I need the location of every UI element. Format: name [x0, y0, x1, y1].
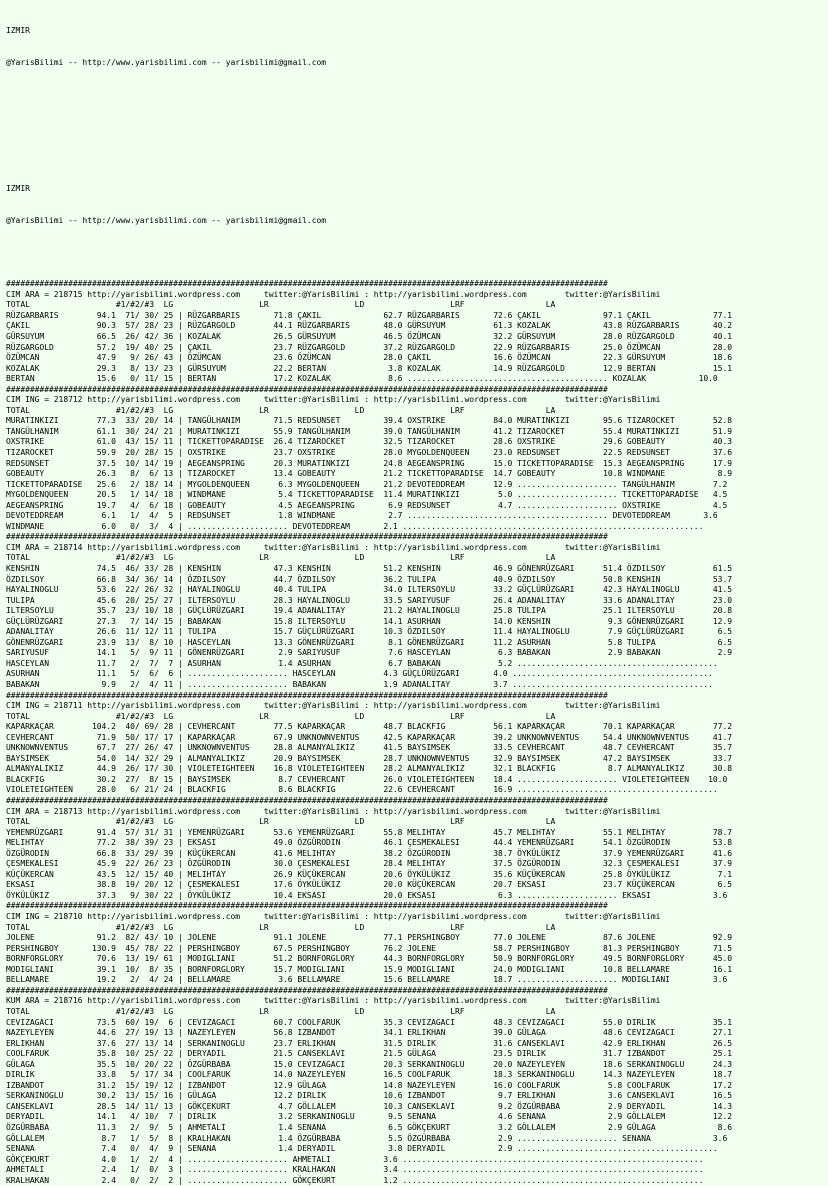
race-section — [6, 796, 828, 901]
table-row: ALMANYALIKIZ 44.9 26/ 17/ 30 | VIOLETEIGHTEEN 16.8 VIOLETEIGHTEEN 28.2 ALMANYALIKIZ 32.1 BLACKFIG 8.7 ALMANYALIKIZ 30.8 — [6, 764, 733, 774]
table-row: AHMETALI 2.4 1/ 0/ 3 | ..................... KRALHAKAN 3.4 ............................................................... — [6, 1165, 704, 1175]
table-row: KAPARKAÇAR 104.2 40/ 69/ 28 | CEVHERCANT 77.5 KAPARKAÇAR 48.7 BLACKFIG 56.1 KAPARKAÇAR 70.1 KAPARKAÇAR 77.2 — [6, 722, 733, 732]
table-row: ÖZÜMCAN 47.9 9/ 26/ 43 | ÖZÜMCAN 23.6 ÖZÜMCAN 28.0 ÇAKIL 16.6 ÖZÜMCAN 22.3 GÜRSUYUM 18.6 — [6, 353, 733, 363]
table-row: KOZALAK 29.3 8/ 13/ 23 | GÜRSUYUM 22.2 BERTAN 3.8 KOZALAK 14.9 RÜZGARGOLD 12.9 BERTAN 15.1 — [6, 363, 733, 373]
table-row: ÖYKÜLÜKIZ 37.3 9/ 30/ 22 | ÖYKÜLÜKIZ 10.4 EKSASI 20.0 EKSASI 6.3 ..................... EKSASI 3.6 — [6, 890, 728, 900]
table-row: DIRLIK 33.8 5/ 17/ 34 | COOLFARUK 14.0 NAZEYLEYEN 16.5 COOLFARUK 18.3 SERKANINOGLU 14.3 NAZEYLEYEN 18.7 — [6, 1070, 733, 1080]
table-row: ÖZGÜRODIN 66.8 33/ 29/ 39 | KÜÇÜKERCAN 41.6 MELIHTAY 38.2 ÖZGÜRODIN 38.7 ÖYKÜLÜKIZ 37.9 YEMENRÜZGARI 41.6 — [6, 848, 733, 858]
table-row: WINDMANE 6.0 0/ 3/ 4 | ..................... DEVOTEDDREAM 2.1 ............................................................... — [6, 521, 704, 531]
race-title: CIM ING = 218712 http://yarisbilimi.wordpress.com twitter:@YarisBilimi : http://yarisbilimi.wordpress.com twitter:@YarisBilimi — [6, 395, 661, 405]
table-row: YEMENRÜZGARI 91.4 57/ 31/ 31 | YEMENRÜZGARI 53.6 YEMENRÜZGARI 55.8 MELIHTAY 45.7 MELIHTAY 55.1 MELIHTAY 78.7 — [6, 827, 733, 837]
table-row: GÜLAGA 35.5 10/ 20/ 22 | ÖZGÜRBABA 15.0 CEVIZAGACI 20.3 SERKANINOGLU 20.0 NAZEYLEYEN 18.6 SERKANINOGLU 24.3 — [6, 1059, 733, 1069]
column-header: TOTAL #1/#2/#3 LG LR LD LRF LA — [6, 817, 556, 827]
table-row: KÜÇÜKERCAN 43.5 12/ 15/ 40 | MELIHTAY 26.9 KÜÇÜKERCAN 20.6 ÖYKÜLÜKIZ 35.6 KÜÇÜKERCAN 25.8 ÖYKÜLÜKIZ 7.1 — [6, 869, 733, 879]
table-row: JOLENE 91.2 82/ 43/ 10 | JOLENE 91.1 JOLENE 77.1 PERSHINGBOY 77.0 JOLENE 87.6 JOLENE 92.9 — [6, 933, 733, 943]
race-section — [6, 691, 828, 796]
header-line: @YarisBilimi -- http://www.yarisbilimi.com -- yarisbilimi@gmail.com — [6, 215, 327, 225]
table-row: GÜRSUYUM 66.5 26/ 42/ 36 | KOZALAK 26.5 GÜRSUYUM 46.5 ÖZÜMCAN 32.2 GÜRSUYUM 28.0 RÜZGARGOLD 40.1 — [6, 331, 733, 341]
table-row: SARIYUSUF 14.1 5/ 9/ 11 | GÖNENRÜZGARI 2.9 SARIYUSUF 7.6 HASCEYLAN 6.3 BABAKAN 2.9 BABAKAN 2.9 — [6, 648, 733, 658]
table-row: MURATINKIZI 77.3 33/ 20/ 14 | TANGÜLHANIM 71.5 REDSUNSET 39.4 OXSTRIKE 84.0 MURATINKIZI 95.6 TIZAROCKET 52.8 — [6, 416, 733, 426]
table-row: GÖLLALEM 8.7 1/ 5/ 8 | KRALHAKAN 1.4 ÖZGÜRBABA 5.5 ÖZGÜRBABA 2.9 ..................... SENANA 3.6 — [6, 1133, 728, 1143]
table-row: PERSHINGBOY 130.9 45/ 78/ 22 | PERSHINGBOY 67.5 PERSHINGBOY 76.2 JOLENE 58.7 PERSHINGBOY 81.3 PERSHINGBOY 71.5 — [6, 943, 733, 953]
header-line — [6, 121, 828, 132]
table-row: DERYADIL 14.1 4/ 10/ 7 | DIRLIK 3.2 SERKANINOGLU 9.5 SENANA 4.6 SENANA 2.9 GÖLLALEM 12.2 — [6, 1112, 733, 1122]
table-row: RÜZGARBARIS 94.1 71/ 30/ 25 | RÜZGARBARIS 71.8 ÇAKIL 62.7 RÜZGARBARIS 72.6 ÇAKIL 97.1 ÇAKIL 77.1 — [6, 310, 733, 320]
table-row: IZBANDOT 31.2 15/ 19/ 12 | IZBANDOT 12.9 GÜLAGA 14.8 NAZEYLEYEN 16.0 COOLFARUK 5.8 COOLFARUK 17.2 — [6, 1080, 733, 1090]
race-section — [6, 279, 828, 384]
table-row: BLACKFIG 30.2 27/ 8/ 15 | BAYSIMSEK 8.7 CEVHERCANT 26.0 VIOLETEIGHTEEN 18.4 ..................... VIOLETEIGHTEEN 10.0 — [6, 774, 728, 784]
table-row: ASURHAN 11.1 5/ 6/ 6 | ..................... HASCEYLAN 4.3 GÜÇLÜRÜZGARI 4.0 .......................................... — [6, 669, 713, 679]
table-row: SENANA 7.4 0/ 4/ 9 | SENANA 1.4 DERYADIL 3.8 DERYADIL 2.9 .......................................... — [6, 1144, 718, 1154]
header-line — [6, 153, 828, 164]
table-row: EKSASI 38.8 19/ 20/ 12 | ÇESMEKALESI 17.6 ÖYKÜLÜKIZ 20.0 KÜÇÜKERCAN 20.7 EKSASI 23.7 KÜÇÜKERCAN 6.5 — [6, 880, 733, 890]
table-row: GÖKÇEKURT 4.0 1/ 2/ 4 | ..................... AHMETALI 3.6 ............................................................... — [6, 1154, 704, 1164]
table-row: GÜÇLÜRÜZGARI 27.3 7/ 14/ 15 | BABAKAN 15.8 ILTERSOYLU 14.1 ASURHAN 14.0 KENSHIN 9.3 GÖNENRÜZGARI 12.9 — [6, 616, 733, 626]
table-row: ÖZDILSOY 66.8 34/ 36/ 14 | ÖZDILSOY 44.7 ÖZDILSOY 36.2 TULIPA 40.9 ÖZDILSOY 50.8 KENSHIN 53.7 — [6, 574, 733, 584]
table-row: BAYSIMSEK 54.0 14/ 32/ 29 | ALMANYALIKIZ 20.9 BAYSIMSEK 28.7 UNKNOWNVENTUS 32.9 BAYSIMSEK 47.2 BAYSIMSEK 33.7 — [6, 753, 733, 763]
table-row: ADANALITAY 26.6 11/ 12/ 11 | TULIPA 15.7 GÜÇLÜRÜZGARI 10.3 ÖZDILSOY 11.4 HAYALINOGLU 7.9 GÜÇLÜRÜZGARI 6.5 — [6, 627, 733, 637]
table-row: ILTERSOYLU 35.7 23/ 10/ 18 | GÜÇLÜRÜZGARI 19.4 ADANALITAY 21.2 HAYALINOGLU 25.8 TULIPA 25.1 ILTERSOYLU 20.8 — [6, 606, 733, 616]
table-row: RÜZGARGOLD 57.2 19/ 40/ 25 | ÇAKIL 23.7 RÜZGARGOLD 37.2 RÜZGARGOLD 22.9 RÜZGARBARIS 25.0 ÖZÜMCAN 28.0 — [6, 342, 733, 352]
race-title: KUM ARA = 218716 http://yarisbilimi.wordpress.com twitter:@YarisBilimi : http://yarisbilimi.wordpress.com twitter:@YarisBilimi — [6, 996, 661, 1006]
table-row: DEVOTEDDREAM 6.1 1/ 4/ 5 | REDSUNSET 1.8 WINDMANE 2.7 .......................................... DEVOTEDDREAM 3.6 — [6, 511, 718, 521]
table-row: MELIHTAY 77.2 38/ 39/ 23 | EKSASI 49.0 ÖZGÜRODIN 46.1 ÇESMEKALESI 44.4 YEMENRÜZGARI 54.1 ÖZGÜRODIN 53.8 — [6, 838, 733, 848]
table-row: BERTAN 15.6 0/ 11/ 15 | BERTAN 17.2 KOZALAK 8.6 .......................................... KOZALAK 10.0 — [6, 374, 718, 384]
race-title: CIM ARA = 218713 http://yarisbilimi.wordpress.com twitter:@YarisBilimi : http://yarisbilimi.wordpress.com twitter:@YarisBilimi — [6, 806, 661, 816]
table-row: SERKANINOGLU 30.2 13/ 15/ 16 | GÜLAGA 12.2 DIRLIK 10.6 IZBANDOT 9.7 ERLIKHAN 3.6 CANSEKLAVI 16.5 — [6, 1091, 733, 1101]
column-header: TOTAL #1/#2/#3 LG LR LD LRF LA — [6, 553, 556, 563]
race-section — [6, 532, 828, 690]
table-row: TIZAROCKET 59.9 20/ 28/ 15 | OXSTRIKE 23.7 OXSTRIKE 28.0 MYGOLDENQUEEN 23.0 REDSUNSET 22.5 REDSUNSET 37.6 — [6, 447, 733, 457]
race-title: CIM ING = 218710 http://yarisbilimi.wordpress.com twitter:@YarisBilimi : http://yarisbilimi.wordpress.com twitter:@YarisBilimi — [6, 912, 661, 922]
race-section — [6, 385, 828, 533]
header-line: @YarisBilimi -- http://www.yarisbilimi.com -- yarisbilimi@gmail.com — [6, 57, 327, 67]
table-row: OXSTRIKE 61.0 43/ 15/ 11 | TICKETTOPARADISE 26.4 TIZAROCKET 32.5 TIZAROCKET 28.6 OXSTRIKE 29.6 GOBEAUTY 40.3 — [6, 437, 733, 447]
table-row: ÖZGÜRBABA 11.3 2/ 9/ 5 | AHMETALI 1.4 SENANA 6.5 GÖKÇEKURT 3.2 GÖLLALEM 2.9 GÜLAGA 8.6 — [6, 1122, 733, 1132]
separator-line: ############################################################################################################################## — [6, 985, 608, 995]
table-row: ÇAKIL 90.3 57/ 28/ 23 | RÜZGARGOLD 44.1 RÜZGARBARIS 48.0 GÜRSUYUM 61.3 KOZALAK 43.8 RÜZGARBARIS 40.2 — [6, 321, 733, 331]
column-header: TOTAL #1/#2/#3 LG LR LD LRF LA — [6, 922, 556, 932]
table-row: CEVIZAGACI 73.5 60/ 19/ 6 | CEVIZAGACI 60.7 COOLFARUK 35.3 CEVIZAGACI 48.3 CEVIZAGACI 55.0 DIRLIK 35.1 — [6, 1017, 733, 1027]
table-row: KRALHAKAN 2.4 0/ 2/ 2 | ..................... GÖKÇEKURT 1.2 ............................................................... — [6, 1175, 704, 1185]
table-row: BABAKAN 9.9 2/ 4/ 11 | ..................... BABAKAN 1.9 ADANALITAY 3.7 .......................................... — [6, 680, 713, 689]
table-row: HASCEYLAN 11.7 2/ 7/ 7 | ASURHAN 1.4 ASURHAN 6.7 BABAKAN 5.2 .......................................... — [6, 658, 718, 668]
table-row: VIOLETEIGHTEEN 28.0 6/ 21/ 24 | BLACKFIG 8.6 BLACKFIG 22.6 CEVHERCANT 16.9 .......................................... — [6, 785, 718, 795]
header-line — [6, 89, 828, 100]
table-row: KENSHIN 74.5 46/ 33/ 28 | KENSHIN 47.3 KENSHIN 51.2 KENSHIN 46.9 GÖNENRÜZGARI 51.4 ÖZDILSOY 61.5 — [6, 563, 733, 573]
separator-line: ############################################################################################################################## — [6, 384, 608, 394]
table-row: COOLFARUK 35.8 10/ 25/ 22 | DERYADIL 21.5 CANSEKLAVI 21.5 GÜLAGA 23.5 DIRLIK 31.7 IZBANDOT 25.1 — [6, 1049, 733, 1059]
race-section — [6, 901, 828, 985]
separator-line: ############################################################################################################################## — [6, 690, 608, 700]
table-row: MYGOLDENQUEEN 20.5 1/ 14/ 18 | WINDMANE 5.4 TICKETTOPARADISE 11.4 MURATINKIZI 5.0 ..................... TICKETTOPARADISE 4.5 — [6, 490, 728, 500]
column-header: TOTAL #1/#2/#3 LG LR LD LRF LA — [6, 405, 556, 415]
table-row: GÖNENRÜZGARI 23.9 13/ 8/ 10 | HASCEYLAN 13.3 GÖNENRÜZGARI 8.1 GÖNENRÜZGARI 11.2 ASURHAN 5.8 TULIPA 6.5 — [6, 637, 733, 647]
table-row: AEGEANSPRING 19.7 4/ 6/ 18 | GOBEAUTY 4.5 AEGEANSPRING 6.9 REDSUNSET 4.7 ..................... OXSTRIKE 4.5 — [6, 500, 728, 510]
column-header: TOTAL #1/#2/#3 LG LR LD LRF LA — [6, 711, 556, 721]
race-section — [6, 986, 828, 1186]
separator-line: ############################################################################################################################## — [6, 796, 608, 806]
column-header: TOTAL #1/#2/#3 LG LR LD LRF LA — [6, 300, 556, 310]
table-row: TULIPA 45.6 20/ 25/ 27 | ILTERSOYLU 28.3 HAYALINOGLU 33.5 SARIYUSUF 26.4 ADANALITAY 33.6 ADANALITAY 23.0 — [6, 595, 733, 605]
table-row: MODIGLIANI 39.1 10/ 8/ 35 | BORNFORGLORY 15.7 MODIGLIANI 15.9 MODIGLIANI 24.0 MODIGLIANI 10.8 BELLAMARE 16.1 — [6, 964, 733, 974]
table-row: GOBEAUTY 26.3 8/ 6/ 13 | TIZAROCKET 13.4 GOBEAUTY 21.2 TICKETTOPARADISE 14.7 GOBEAUTY 10.8 WINDMANE 8.9 — [6, 469, 733, 479]
table-row: REDSUNSET 37.5 10/ 14/ 19 | AEGEANSPRING 20.3 MURATINKIZI 24.8 AEGEANSPRING 15.0 TICKETTOPARADISE 15.3 AEGEANSPRING 17.9 — [6, 458, 733, 468]
column-header: TOTAL #1/#2/#3 LG LR LD LRF LA — [6, 1006, 556, 1016]
table-row: UNKNOWNVENTUS 67.7 27/ 26/ 47 | UNKNOWNVENTUS 28.8 ALMANYALIKIZ 41.5 BAYSIMSEK 33.5 CEVHERCANT 48.7 CEVHERCANT 35.7 — [6, 743, 733, 753]
table-row: HAYALINOGLU 53.6 22/ 26/ 32 | HAYALINOGLU 40.4 TULIPA 34.0 ILTERSOYLU 33.2 GÜÇLÜRÜZGARI 42.3 HAYALINOGLU 41.5 — [6, 585, 733, 595]
table-row: CANSEKLAVI 28.5 14/ 11/ 13 | GÖKÇEKURT 4.7 GÖLLALEM 10.3 CANSEKLAVI 9.2 ÖZGÜRBABA 2.9 DERYADIL 14.3 — [6, 1101, 733, 1111]
header-line — [6, 248, 828, 259]
separator-line: ############################################################################################################################## — [6, 901, 608, 911]
table-row: TICKETTOPARADISE 25.6 2/ 18/ 14 | MYGOLDENQUEEN 6.3 MYGOLDENQUEEN 21.2 DEVOTEDDREAM 12.9 ..................... TANGÜLHANIM 7.2 — [6, 479, 728, 489]
table-row: TANGÜLHANIM 61.1 30/ 24/ 21 | MURATINKIZI 55.9 TANGÜLHANIM 39.0 TANGÜLHANIM 41.2 TIZAROCKET 55.4 MURATINKIZI 51.9 — [6, 426, 733, 436]
table-row: ÇESMEKALESI 45.9 22/ 26/ 23 | ÖZGÜRODIN 30.0 ÇESMEKALESI 28.4 MELIHTAY 37.5 ÖZGÜRODIN 32.3 ÇESMEKALESI 37.9 — [6, 859, 733, 869]
race-title: CIM ING = 218711 http://yarisbilimi.wordpress.com twitter:@YarisBilimi : http://yarisbilimi.wordpress.com twitter:@YarisBilimi — [6, 701, 661, 711]
separator-line: ############################################################################################################################## — [6, 279, 608, 289]
header-line: IZMIR — [6, 26, 30, 36]
race-sections — [6, 279, 828, 1185]
table-row: BORNFORGLORY 70.6 13/ 19/ 61 | MODIGLIANI 51.2 BORNFORGLORY 44.3 BORNFORGLORY 50.9 BORNFORGLORY 49.5 BORNFORGLORY 45.0 — [6, 954, 733, 964]
table-row: BELLAMARE 19.2 2/ 4/ 24 | BELLAMARE 3.6 BELLAMARE 15.6 BELLAMARE 18.7 ..................... MODIGLIANI 3.6 — [6, 975, 728, 985]
table-row: ERLIKHAN 37.6 27/ 13/ 14 | SERKANINOGLU 23.7 ERLIKHAN 31.5 DIRLIK 31.6 CANSEKLAVI 42.9 ERLIKHAN 26.5 — [6, 1038, 733, 1048]
table-row: NAZEYLEYEN 44.6 27/ 19/ 13 | NAZEYLEYEN 56.8 IZBANDOT 34.1 ERLIKHAN 39.0 GÜLAGA 48.6 CEVIZAGACI 27.1 — [6, 1028, 733, 1038]
separator-line: ############################################################################################################################## — [6, 532, 608, 542]
race-title: CIM ARA = 218714 http://yarisbilimi.wordpress.com twitter:@YarisBilimi : http://yarisbilimi.wordpress.com twitter:@YarisBilimi — [6, 542, 661, 552]
table-row: CEVHERCANT 71.9 50/ 17/ 17 | KAPARKAÇAR 67.9 UNKNOWNVENTUS 42.5 KAPARKAÇAR 39.2 UNKNOWNVENTUS 54.4 UNKNOWNVENTUS 41.7 — [6, 732, 733, 742]
header-line: IZMIR — [6, 184, 30, 194]
race-title: CIM ARA = 218715 http://yarisbilimi.wordpress.com twitter:@YarisBilimi : http://yarisbilimi.wordpress.com twitter:@YarisBilimi — [6, 289, 661, 299]
